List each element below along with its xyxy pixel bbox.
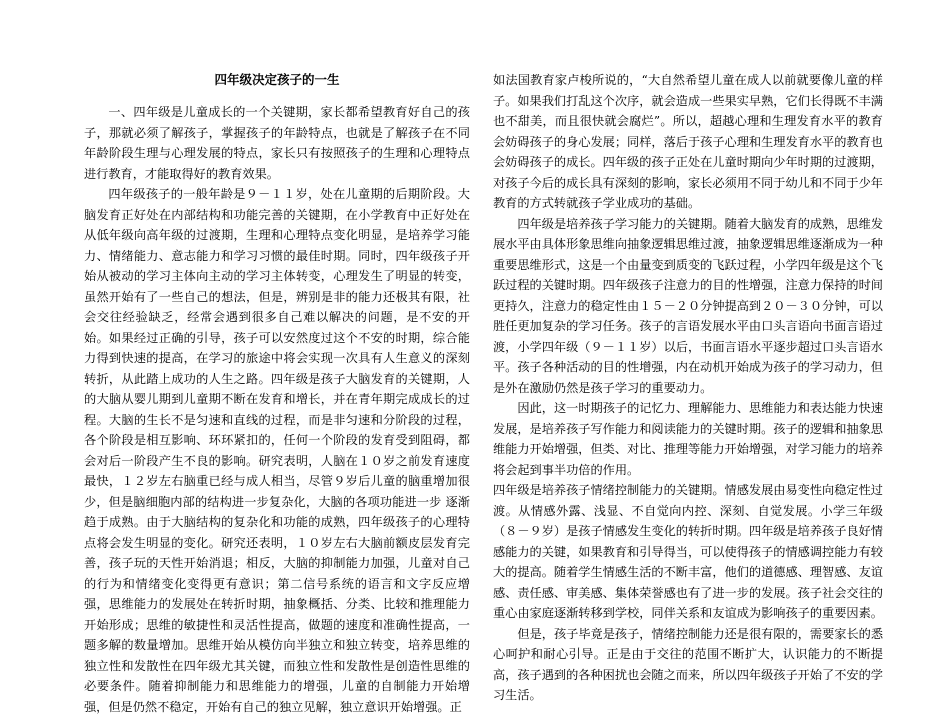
paragraph: 四年级是培养孩子学习能力的关键期。随着大脑发育的成熟，思维发展水平由具体形象思维向抽象逻辑思维过渡，抽象逻辑思维逐渐成为一种重要思维形式，这是一个由量变到质变的飞跃过程，小学四年级是这个飞跃过程的关键时期。四年级孩子注意力的目的性增强，注意力保持的时间更持久，注意力的稳定性由１５－２０分钟提高到２０－３０分钟，可以胜任更加复杂的学习任务。孩子的言语发展水平由口头言语向书面言语过渡，小学四年级（９－１１岁）以后，书面言语水平逐步超过口头言语水平。孩子各种活动的目的性增强，内在动机开始成为孩子的学习动力，但是外在激励仍然是孩子学习的重要动力。 [493, 216, 884, 395]
paragraph: 因此，这一时期孩子的记忆力、理解能力、思维能力和表达能力快速发展，是培养孩子写作能力和阅读能力的关键时期。孩子的逻辑和抽象思维能力开始增强，但类、对比、推理等能力开始增强，对学习能力的培养将会起到事半功倍的作用。 [493, 401, 884, 477]
paragraph: 但是，孩子毕竟是孩子，情绪控制能力还是很有限的，需要家长的悉心呵护和耐心引导。正是由于交往的范围不断扩大，认识能力的不断提高，孩子遇到的各种困扰也会随之而来，所以四年级孩子开始了不安的学习生活。 [493, 626, 884, 702]
left-column [84, 70, 470, 717]
paragraph: 四年级孩子的一般年龄是９－１１岁，处在儿童期的后期阶段。大脑发育正好处在内部结构和功能完善的关键期，在小学教育中正好处在从低年级向高年级的过渡期，生理和心理特点变化明显，是培养学习能力、情绪能力、意志能力和学习习惯的最佳时期。同时，四年级孩子开始从被动的学习主体向主动的学习主体转变，心理发生了明显的转变，虽然开始有了一些自己的想法，但是，辨别是非的能力还极其有限，社会交往经验缺乏，经常会遇到很多自己难以解决的问题，是不安的开始。如果经过正确的引导，孩子可以安然度过这个不安的时期，综合能力得到快速的提高，在学习的旅途中将会实现一次具有人生意义的深刻转折，从此踏上成功的人生之路。四年级是孩子大脑发育的关键期，人的大脑从婴儿期到儿童期不断在发育和增长，并在青年期完成成长的过程。大脑的生长不是匀速和直线的过程，而是非匀速和分阶段的过程，各个阶段是相互影响、环环紧扣的，任何一个阶段的发育受到阻碍，都会对后一阶段产生不良的影响。研究表明，人脑在１０岁之前发育速度最快，１２岁左右脑重已经与成人相当，尽管９岁后儿童的脑重增加很少，但是脑细胞内部的结构进一步复杂化，大脑的各项功能进一步 逐渐趋于成熟。由于大脑结构的复杂化和功能的成熟，四年级孩子的心理特点将会发生明显的变化。研究还表明，１０岁左右大脑前额皮层发育完善，孩子玩的天性开始消退；相反，大脑的抑制能力加强，儿童对自己的行为和情绪变化变得更有意识；第二信号系统的语言和文字反应增强，思维能力的发展处在转折时期，抽象概括、分类、比较和推理能力开始形成；思维的敏捷性和灵活性提高，做题的速度和准确性提高，一题多解的数量增加。思维开始从模仿向半独立和独立转变，培养思维的独立性和发散性在四年级尤其关键，而独立性和发散性是创造性思维的必要条件。随着抑制能力和思维能力的增强，儿童的自制能力开始增强，但是仍然不稳定，开始有自己的独立见解，独立意识开始增强。正 [84, 187, 470, 714]
paragraph: 四年级是培养孩子情绪控制能力的关键期。情感发展由易变性向稳定性过渡。从情感外露、浅显、不自觉向内控、深刻、自觉发展。小学三年级（８－９岁）是孩子情感发生变化的转折时期。四年级是培养孩子良好情感能力的关键，如果教育和引导得当，可以使得孩子的情感调控能力有较大的提高。随着学生情感生活的不断丰富，他们的道德感、理智感、友谊感、责任感、审美感、集体荣誉感也有了进一步的发展。孩子社会交往的重心由家庭逐渐转移到学校，同伴关系和友谊成为影响孩子的重要因素。 [493, 483, 883, 620]
paragraph: 如法国教育家卢梭所说的，“大自然希望儿童在成人以前就要像儿童的样子。如果我们打乱这个次序，就会造成一些果实早熟，它们长得既不丰满也不甜美，而且很快就会腐烂”。所以，超越心理和生理发育水平的教育会妨碍孩子的身心发展；同样，落后于孩子心理和生理发育水平的教育也会妨碍孩子的成长。四年级的孩子正处在儿童时期向少年时期的过渡期，对孩子今后的成长具有深刻的影响，家长必须用不同于幼儿和不同于少年教育的方式转就孩子学业成功的基础。 [493, 73, 883, 210]
paragraph: 一、四年级是儿童成长的一个关键期，家长都希望教育好自己的孩子，那就必须了解孩子，掌握孩子的年龄特点，也就是了解孩子在不同年龄阶段生理与心理发展的特点，家长只有按照孩子的生理和心理特点进行教育，才能取得好的教育效果。 [84, 105, 470, 181]
right-column [493, 70, 883, 706]
document-title: 四年级决定孩子的一生 [214, 72, 340, 87]
